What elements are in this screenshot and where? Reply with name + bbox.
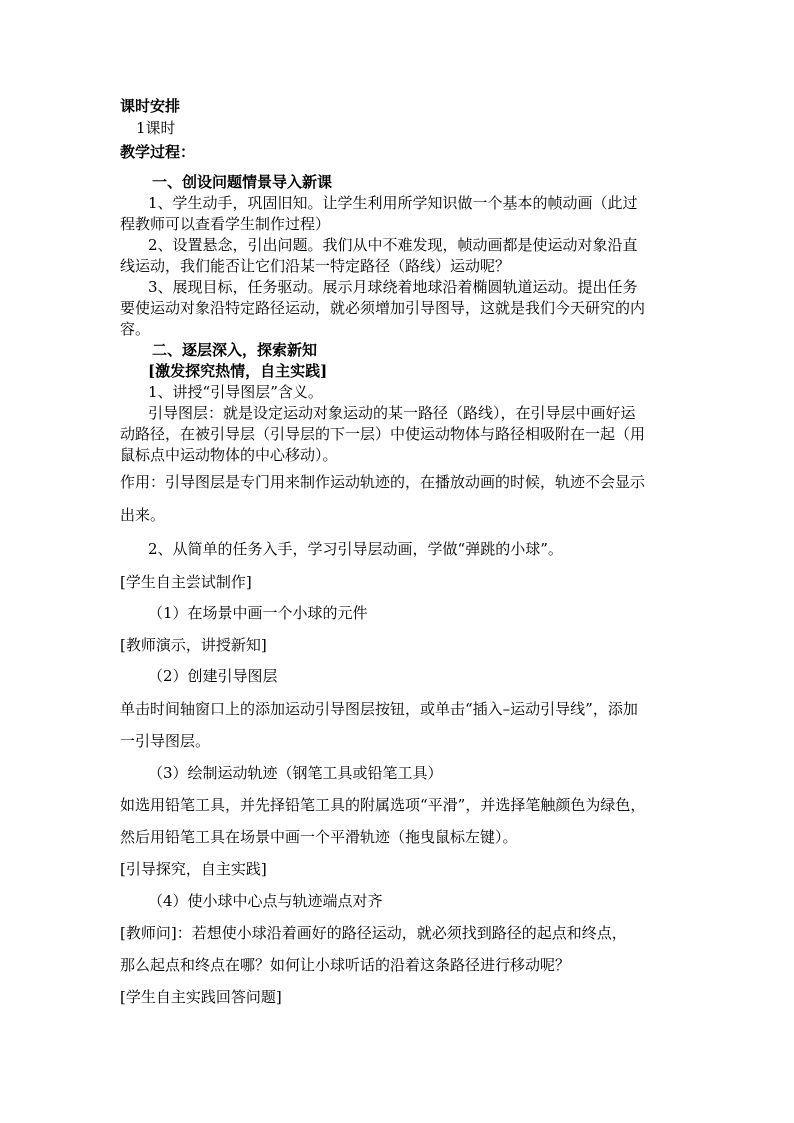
paragraph-line: 线运动，我们能否让它们沿某一特定路径（路线）运动呢？ (120, 257, 511, 275)
paragraph-line: 然后用铅笔工具在场景中画一个平滑轨迹（拖曳鼠标左键）。 (120, 828, 518, 846)
step-line: （1）在场景中画一个小球的元件 (148, 604, 368, 622)
bracket-note: [教师演示，讲授新知] (120, 636, 267, 654)
paragraph-line: 作用：引导图层是专门用来制作运动轨迹的，在播放动画的时候，轨迹不会显示 (120, 473, 646, 491)
paragraph-line: 程教师可以查看学生制作过程） (120, 215, 331, 233)
paragraph-line: 一引导图层。 (120, 732, 211, 750)
paragraph-line: [教师问]：若想使小球沿着画好的路径运动，就必须找到路径的起点和终点， (120, 924, 627, 942)
section-heading-1: 一、创设问题情景导入新课 (152, 173, 333, 191)
schedule-value: 1课时 (136, 119, 176, 137)
paragraph-line: 单击时间轴窗口上的添加运动引导图层按钮，或单击“插入–运动引导线”，添加 (120, 700, 638, 718)
bracket-note: [引导探究，自主实践] (120, 860, 267, 878)
paragraph-line: 那么起点和终点在哪？如何让小球听话的沿着这条路径进行移动呢？ (120, 956, 571, 974)
paragraph-line: 1、学生动手，巩固旧知。让学生利用所学知识做一个基本的帧动画（此过 (148, 194, 638, 212)
paragraph-line: 出来。 (120, 506, 166, 524)
paragraph-line: 要使运动对象沿特定路径运动，就必须增加引导图导，这就是我们今天研究的内 (120, 299, 646, 317)
paragraph-line: 1、讲授“引导图层”含义。 (148, 383, 323, 401)
paragraph-line: 如选用铅笔工具，并先择铅笔工具的附属选项“平滑”，并选择笔触颜色为绿色， (120, 796, 646, 814)
paragraph-line: 3、展现目标，任务驱动。展示月球绕着地球沿着椭圆轨道运动。提出任务 (148, 278, 638, 296)
bracket-note: [学生自主实践回答问题] (120, 988, 282, 1006)
paragraph-line: 2、设置悬念，引出问题。我们从中不难发现，帧动画都是使运动对象沿直 (148, 236, 638, 254)
step-line: （4）使小球中心点与轨迹端点对齐 (148, 892, 383, 910)
subheading-inquiry: [激发探究热情，自主实践] (148, 362, 328, 380)
heading-schedule: 课时安排 (120, 97, 181, 115)
paragraph-line: 2、从简单的任务入手，学习引导层动画，学做“弹跳的小球”。 (148, 540, 563, 558)
paragraph-line: 鼠标点中运动物体的中心移动）。 (120, 446, 338, 464)
step-line: （2）创建引导图层 (148, 667, 278, 685)
paragraph-line: 动路径，在被引导层（引导层的下一层）中使运动物体与路径相吸附在一起（用 (120, 425, 646, 443)
paragraph-line: 引导图层：就是设定运动对象运动的某一路径（路线），在引导层中画好运 (148, 404, 636, 422)
paragraph-line: 容。 (120, 320, 151, 338)
heading-process: 教学过程： (120, 143, 196, 161)
bracket-note: [学生自主尝试制作] (120, 573, 252, 591)
step-line: （3）绘制运动轨迹（钢笔工具或铅笔工具） (148, 764, 443, 782)
section-heading-2: 二、逐层深入，探索新知 (152, 341, 318, 359)
